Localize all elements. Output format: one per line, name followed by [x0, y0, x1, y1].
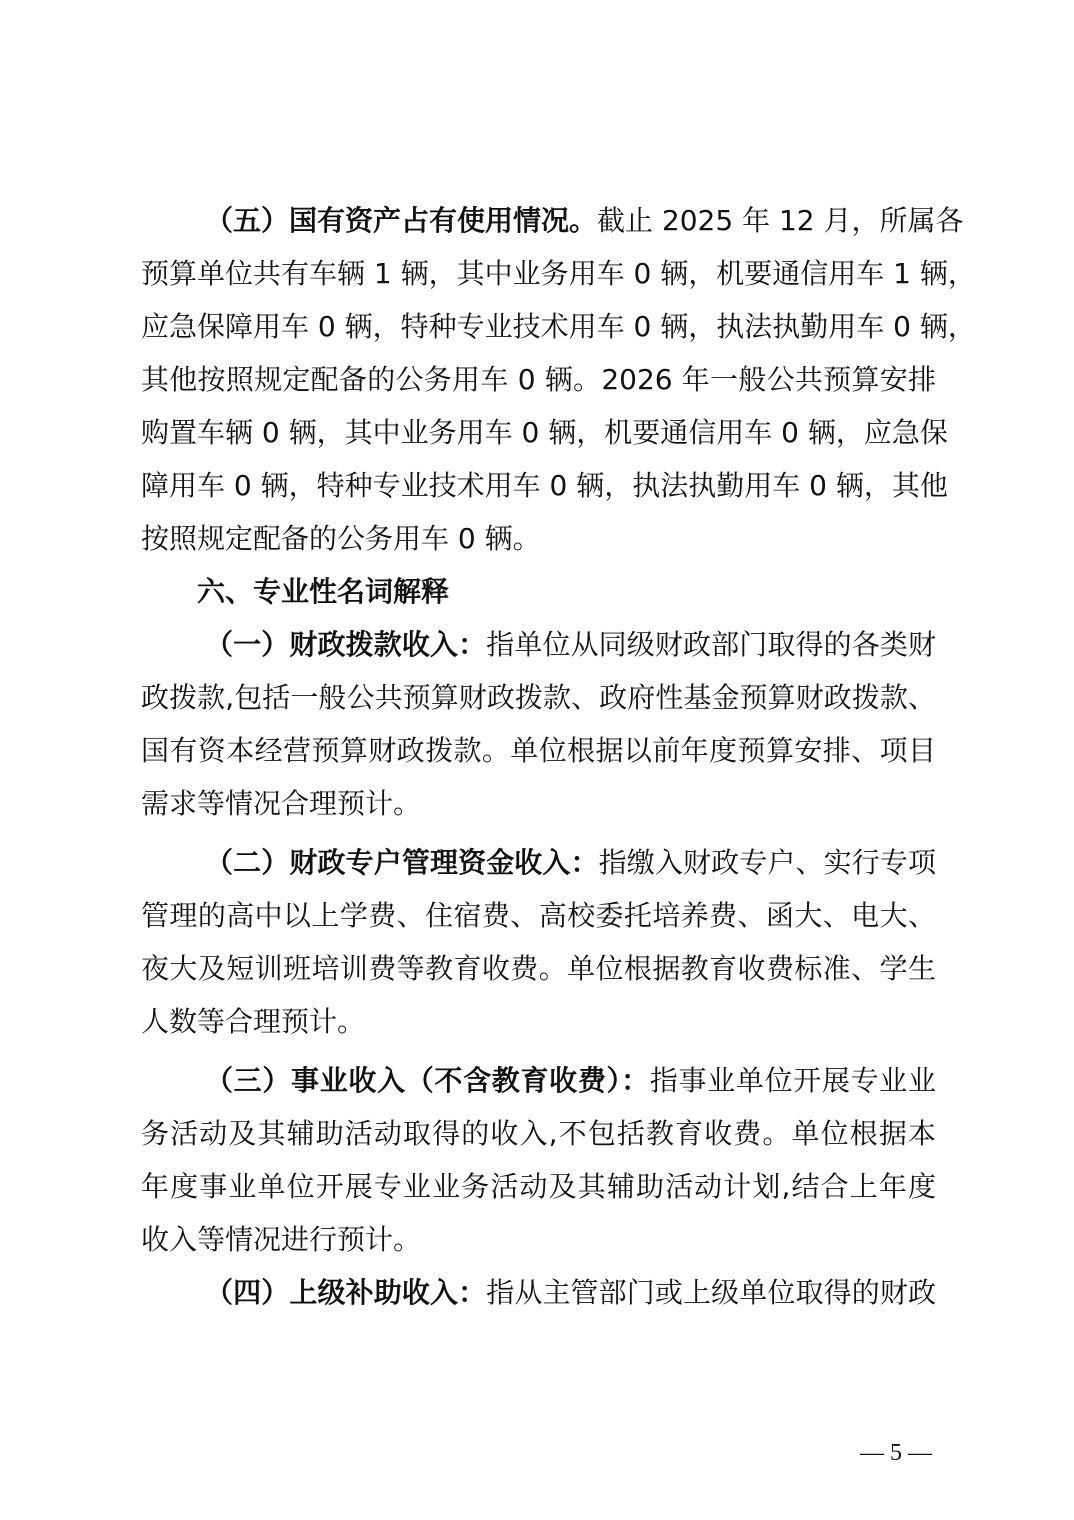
text-line: [141, 1054, 936, 1107]
text-line: 年度事业单位开展专业业务活动及其辅助活动计划,结合上年度: [141, 1170, 936, 1203]
text-line: 其他按照规定配备的公务用车 0 辆。2026 年一般公共预算安排: [141, 363, 936, 396]
text-line: 按照规定配备的公务用车 0 辆。: [141, 522, 541, 555]
text-line: [141, 618, 936, 671]
paragraph-lead: （一）财政拨款收入：: [205, 628, 487, 661]
term-definition: [141, 1054, 936, 1266]
text-line: 国有资本经营预算财政拨款。单位根据以前年度预算安排、项目: [141, 734, 936, 767]
text-line: 政拨款,包括一般公共预算财政拨款、政府性基金预算财政拨款、: [141, 681, 936, 714]
text-run: 指缴入财政专户、实行专项: [598, 846, 936, 879]
text-run: 指从主管部门或上级单位取得的财政: [486, 1276, 936, 1309]
text-run: 指事业单位开展专业业: [649, 1064, 936, 1097]
text-line: 收入等情况进行预计。: [141, 1223, 422, 1256]
page-number: — 5 —: [860, 1440, 932, 1466]
paragraph-lead: （三）事业收入（不含教育收费）：: [205, 1064, 650, 1097]
text-line: 预算单位共有车辆 1 辆，其中业务用车 0 辆，机要通信用车 1 辆，: [141, 257, 976, 290]
text-line: 障用车 0 辆，特种专业技术用车 0 辆，执法执勤用车 0 辆，其他: [141, 469, 948, 502]
text-line: 管理的高中以上学费、住宿费、高校委托培养费、函大、电大、: [141, 899, 936, 932]
text-line: 务活动及其辅助活动取得的收入,不包括教育收费。单位根据本: [141, 1117, 936, 1150]
text-line: [141, 836, 936, 889]
document-body: [141, 194, 976, 1319]
text-line: 购置车辆 0 辆，其中业务用车 0 辆，机要通信用车 0 辆，应急保: [141, 416, 948, 449]
section-heading: 六、专业性名词解释: [197, 575, 450, 608]
term-definition: [141, 618, 936, 830]
text-line: 夜大及短训班培训费等教育收费。单位根据教育收费标准、学生: [141, 952, 936, 985]
paragraph-lead: （四）上级补助收入：: [205, 1276, 487, 1309]
paragraph-state-assets: [141, 194, 976, 565]
paragraph-lead: （二）财政专户管理资金收入：: [205, 846, 599, 879]
paragraph-lead: （五）国有资产占有使用情况。: [205, 204, 598, 237]
text-line: 人数等合理预计。: [141, 1005, 366, 1038]
text-line: 需求等情况合理预计。: [141, 787, 422, 820]
term-definition: [141, 1266, 936, 1319]
text-line: [141, 194, 964, 247]
text-run: 指单位从同级财政部门取得的各类财: [486, 628, 936, 661]
term-definition: [141, 836, 936, 1048]
text-line: [141, 1266, 936, 1319]
text-line: 应急保障用车 0 辆，特种专业技术用车 0 辆，执法执勤用车 0 辆，: [141, 310, 976, 343]
text-run: 截止 2025 年 12 月，所属各: [597, 204, 964, 237]
